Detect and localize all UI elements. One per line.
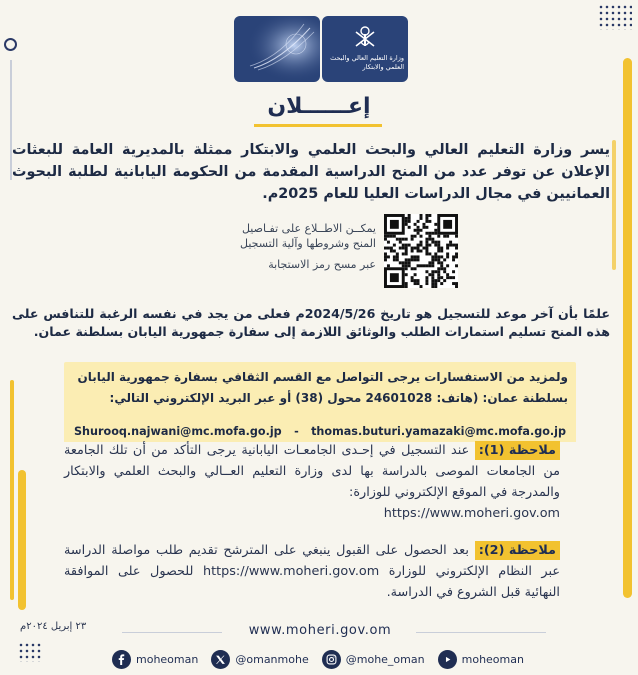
qr-instructions-line: المنح وشروطها وآلية التسجيل bbox=[240, 237, 376, 250]
announcement-date: ٢٣ إبريل ٢٠٢٤م bbox=[20, 621, 87, 632]
email-separator: - bbox=[294, 424, 299, 438]
inquiry-line: ولمزيد من الاستفسارات يرجى التواصل مع القسم الثقافي بسفارة جمهورية اليابان bbox=[77, 370, 568, 384]
twitter-icon bbox=[211, 650, 230, 669]
footer-divider bbox=[416, 632, 546, 633]
social-links bbox=[112, 648, 524, 670]
oman-emblem-icon bbox=[352, 24, 378, 50]
decorative-bar-right bbox=[623, 58, 632, 598]
note-2 bbox=[64, 540, 560, 603]
inquiry-box bbox=[64, 362, 576, 426]
social-twitter[interactable] bbox=[211, 648, 308, 670]
website-link[interactable]: https://www.moheri.gov.om bbox=[383, 506, 560, 521]
decorative-bar-left-thin bbox=[10, 380, 14, 600]
decorative-dots-bottom bbox=[18, 642, 42, 662]
inquiry-line: بسلطنة عمان: (هاتف: 24601028 محول (38) أو عبر البريد الإلكتروني التالي: bbox=[109, 391, 568, 405]
note-1 bbox=[64, 440, 560, 524]
deadline-paragraph: علمًا بأن آخر موعد للتسجيل هو تاريخ 2024/5/26م فعلى من يجد في نفسه الرغبة للتنافس على هذه المنح تسليم استمارات الطلب والوثائق اللازمة إلى سفارة جمهورية اليابان بسلطنة عمان. bbox=[12, 306, 610, 339]
social-facebook[interactable] bbox=[112, 648, 198, 670]
footer-divider bbox=[122, 632, 222, 633]
social-handle: @mohe_oman bbox=[345, 652, 425, 666]
qr-instructions-line: عبر مسح رمز الاستجابة bbox=[268, 258, 376, 271]
decorative-bar-right-thin bbox=[612, 140, 616, 270]
facebook-icon bbox=[112, 650, 131, 669]
youtube-icon bbox=[438, 650, 457, 669]
note-text: عند التسجيل في إحـدى الجامعـات اليابانية يرجى التأكد من أن تلك الجامعة من الجامعات الموصى بالدراسة بها لدى وزارة التعليم العــالي والبحث العلمي والابتكار والمدرجة في الموقع الإلكتروني للوزارة: bbox=[64, 443, 560, 500]
inquiry-emails bbox=[64, 420, 576, 442]
note-text: بعد الحصول على القبول ينبغي على المترشح تقديم طلب مواصلة الدراسة عبر النظام الإلكتروني للوزارة https://www.moheri.gov.om للحصول على الموافقة النهائية قبل الشروع في الدراسة. bbox=[64, 543, 560, 600]
social-instagram[interactable] bbox=[322, 648, 425, 670]
title-underline bbox=[254, 124, 382, 127]
research-logo bbox=[234, 16, 320, 82]
ministry-name: وزارة التعليم العالي والبحث العلمي والابتكار bbox=[330, 54, 404, 71]
social-handle: moheoman bbox=[136, 652, 199, 666]
moheri-logo bbox=[322, 16, 408, 82]
decorative-bar-left bbox=[18, 470, 26, 610]
email-link[interactable]: Shurooq.najwani@mc.mofa.go.jp bbox=[74, 424, 282, 438]
decorative-dots bbox=[598, 4, 632, 30]
note-label: ملاحظة (2): bbox=[475, 541, 560, 560]
email-link[interactable]: thomas.buturi.yamazaki@mc.mofa.go.jp bbox=[311, 424, 566, 438]
intro-paragraph: يسر وزارة التعليم العالي والبحث العلمي والابتكار ممثلة بالمديرية العامة للبعثات الإعلان عن توفر عدد من المنح الدراسية المقدمة من الحكومة اليابانية لطلبة البحوث العمانيين في مجال الدراسات العليا للعام 2025م. bbox=[12, 142, 610, 202]
swirl-icon bbox=[234, 16, 320, 82]
qr-instructions-line: يمكــن الاطــلاع على تفـاصيل bbox=[241, 222, 376, 235]
qr-code-icon bbox=[384, 214, 458, 288]
qr-code[interactable] bbox=[384, 214, 458, 288]
social-handle: @omanmohe bbox=[235, 652, 309, 666]
note-label: ملاحظة (1): bbox=[475, 441, 560, 460]
instagram-icon bbox=[322, 650, 341, 669]
social-youtube[interactable] bbox=[438, 648, 524, 670]
decorative-ring bbox=[4, 38, 17, 51]
qr-instructions bbox=[218, 221, 376, 272]
social-handle: moheoman bbox=[461, 652, 524, 666]
page-title: إعــــــلان bbox=[267, 94, 371, 119]
footer-website-link[interactable]: www.moheri.gov.om bbox=[248, 623, 392, 638]
